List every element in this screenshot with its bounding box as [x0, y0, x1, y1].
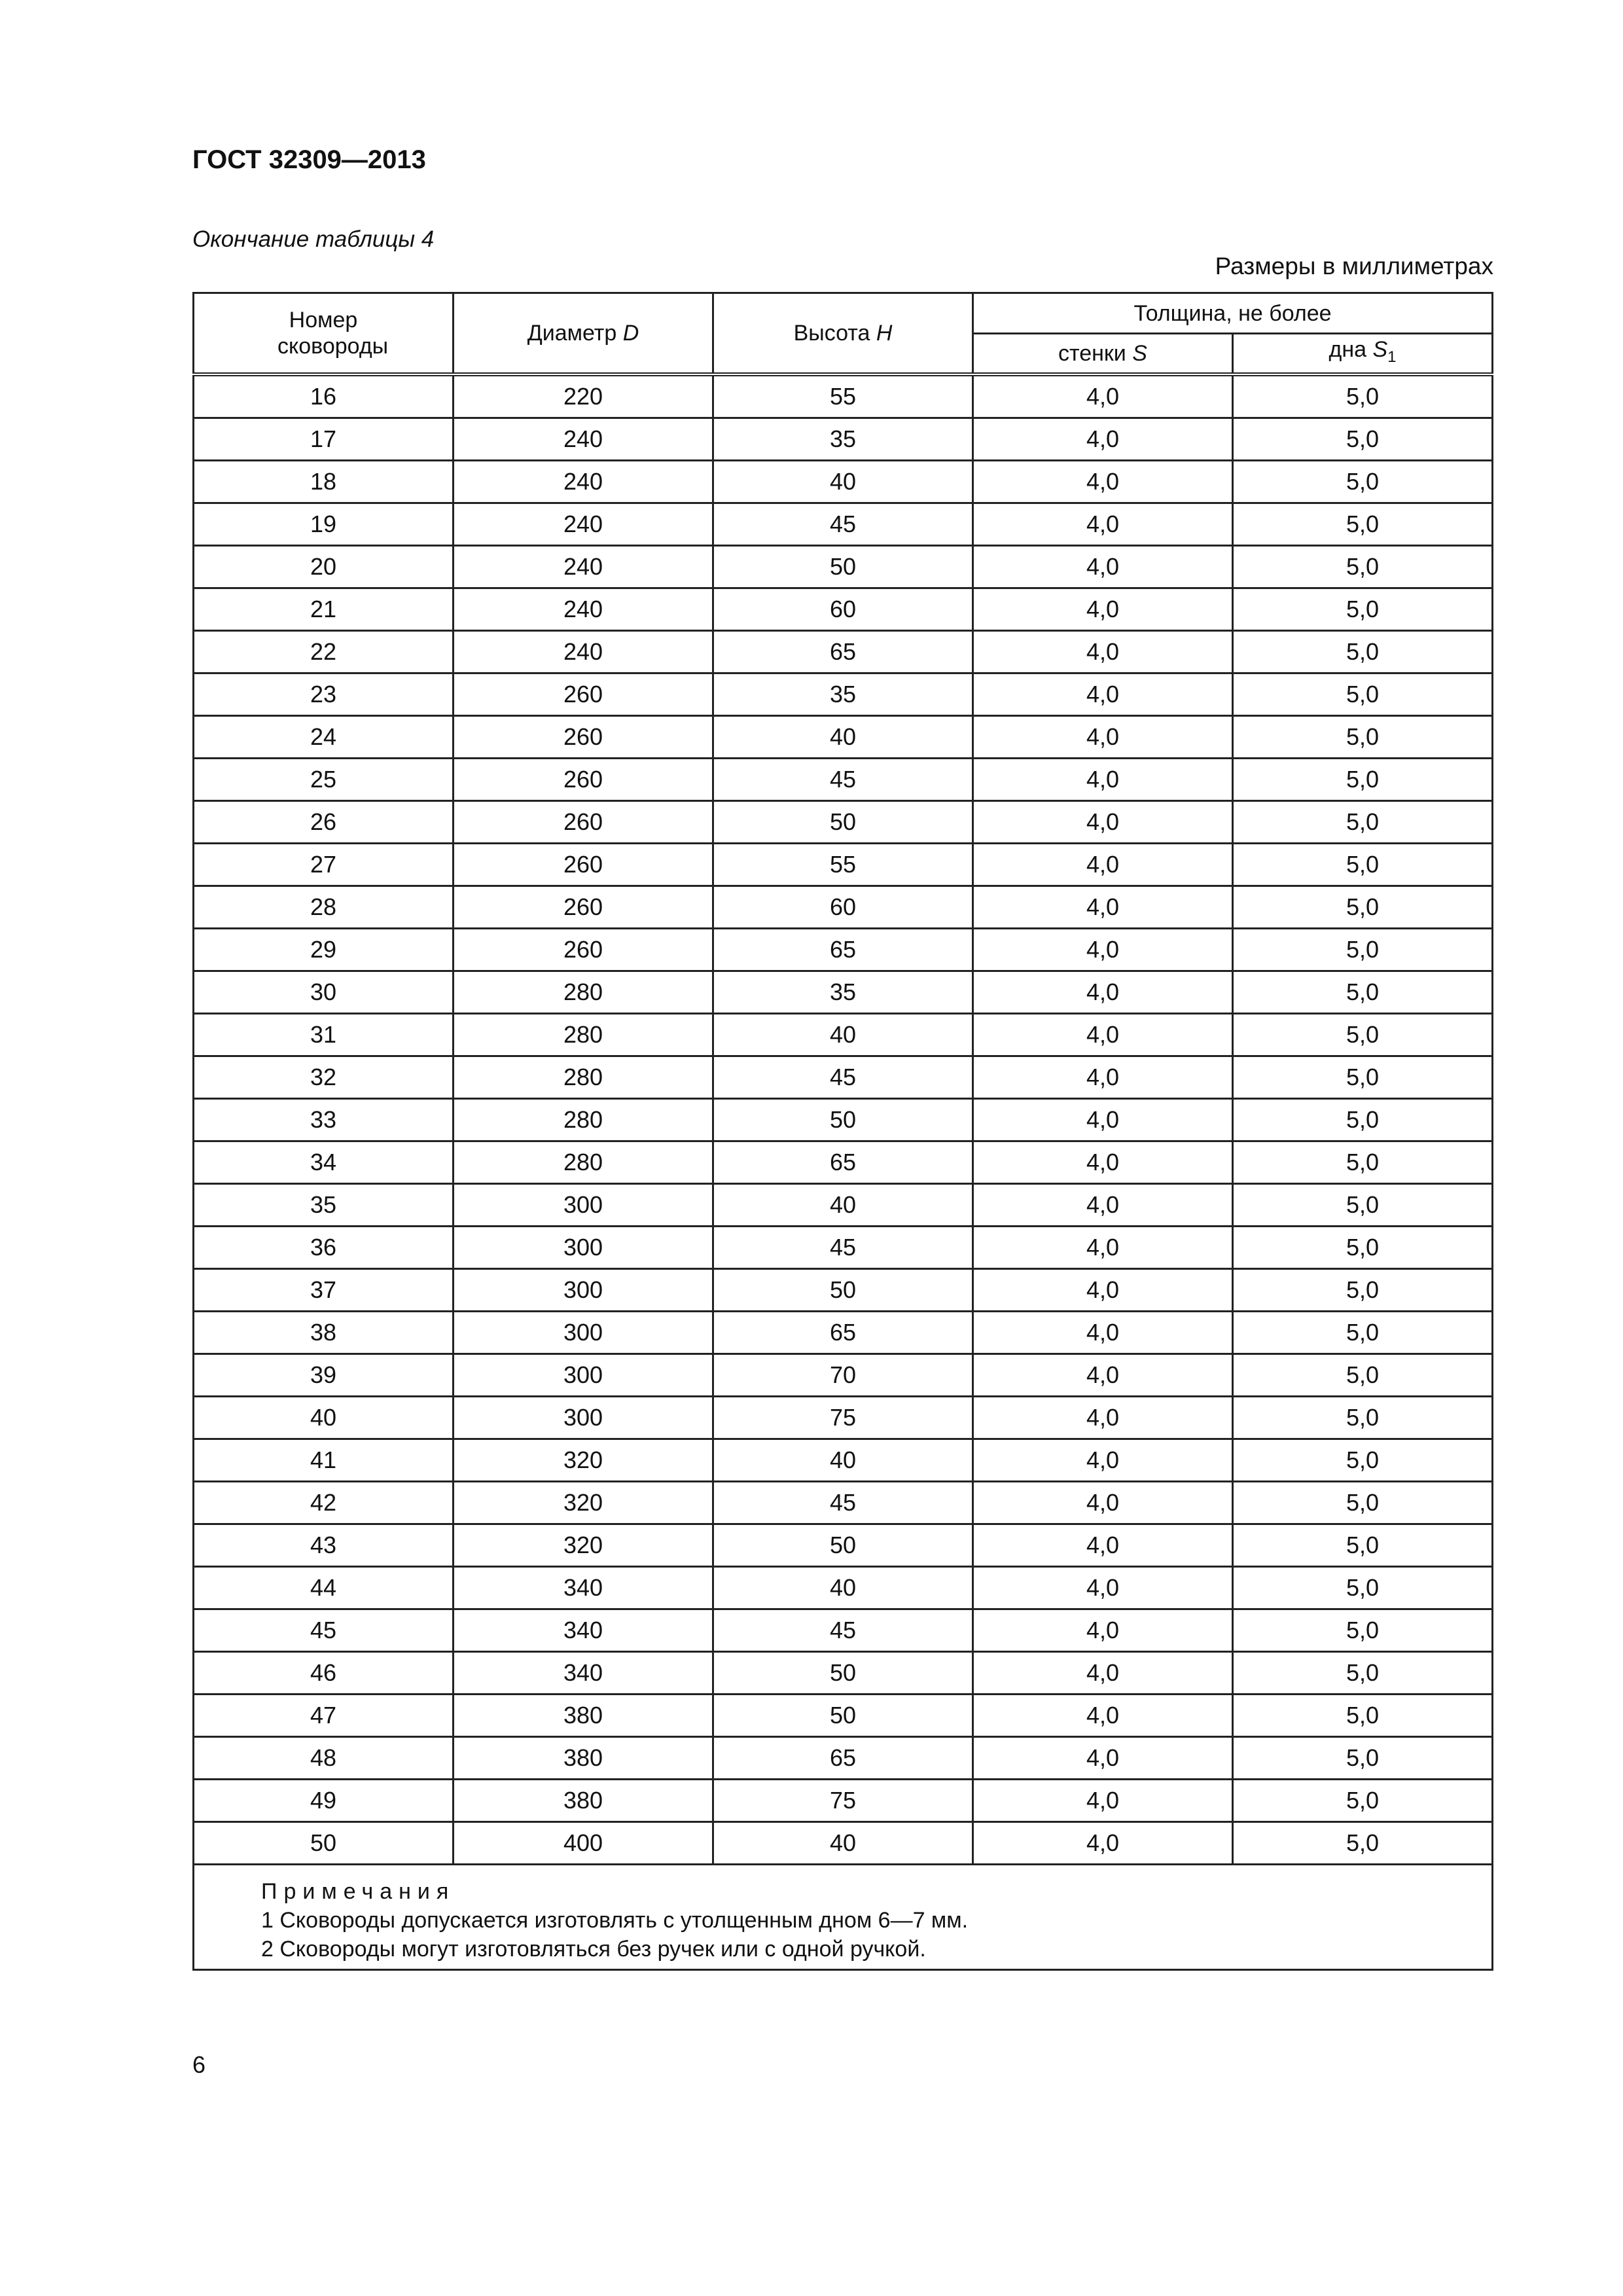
- cell-height: 65: [713, 1736, 973, 1779]
- cell-number: 31: [194, 1013, 454, 1056]
- cell-wall-thickness: 4,0: [973, 1396, 1233, 1439]
- table-row: [194, 1566, 1493, 1609]
- cell-number: 28: [194, 886, 454, 928]
- cell-bottom-thickness: 5,0: [1233, 1141, 1493, 1183]
- cell-diameter: 320: [454, 1524, 713, 1566]
- table-row: [194, 1183, 1493, 1226]
- table-row: [194, 374, 1493, 418]
- header-thickness: Толщина, не более: [973, 293, 1493, 334]
- cell-wall-thickness: 4,0: [973, 1056, 1233, 1098]
- cell-diameter: 300: [454, 1183, 713, 1226]
- cell-bottom-thickness: 5,0: [1233, 1183, 1493, 1226]
- cell-bottom-thickness: 5,0: [1233, 1481, 1493, 1524]
- cell-height: 35: [713, 418, 973, 460]
- cell-number: 23: [194, 673, 454, 715]
- cell-height: 45: [713, 1056, 973, 1098]
- page-number: 6: [192, 2051, 206, 2078]
- cell-wall-thickness: 4,0: [973, 971, 1233, 1013]
- header-height: [713, 293, 973, 374]
- cell-diameter: 380: [454, 1779, 713, 1821]
- cell-diameter: 380: [454, 1694, 713, 1736]
- table-row: [194, 460, 1493, 503]
- table-row: [194, 1481, 1493, 1524]
- table-row: [194, 1651, 1493, 1694]
- dimensions-table: [192, 292, 1493, 1971]
- cell-bottom-thickness: 5,0: [1233, 1779, 1493, 1821]
- table-row: [194, 1524, 1493, 1566]
- cell-bottom-thickness: 5,0: [1233, 1566, 1493, 1609]
- cell-diameter: 340: [454, 1566, 713, 1609]
- cell-number: 19: [194, 503, 454, 545]
- cell-height: 35: [713, 673, 973, 715]
- cell-bottom-thickness: 5,0: [1233, 1013, 1493, 1056]
- note-item: 2 Сковороды могут изготовляться без ручек или с одной ручкой.: [261, 1936, 926, 1962]
- cell-wall-thickness: 4,0: [973, 673, 1233, 715]
- cell-wall-thickness: 4,0: [973, 374, 1233, 418]
- table-row: [194, 1056, 1493, 1098]
- cell-diameter: 300: [454, 1311, 713, 1354]
- cell-bottom-thickness: 5,0: [1233, 758, 1493, 800]
- notes-cell: [194, 1864, 1493, 1969]
- cell-height: 50: [713, 1098, 973, 1141]
- table-row: [194, 1013, 1493, 1056]
- cell-bottom-thickness: 5,0: [1233, 1821, 1493, 1864]
- cell-diameter: 240: [454, 503, 713, 545]
- table-row: [194, 1098, 1493, 1141]
- cell-wall-thickness: 4,0: [973, 1013, 1233, 1056]
- table-row: [194, 1736, 1493, 1779]
- cell-number: 24: [194, 715, 454, 758]
- cell-bottom-thickness: 5,0: [1233, 1268, 1493, 1311]
- cell-diameter: 260: [454, 800, 713, 843]
- cell-bottom-thickness: 5,0: [1233, 418, 1493, 460]
- table-row: [194, 758, 1493, 800]
- cell-wall-thickness: 4,0: [973, 1098, 1233, 1141]
- cell-bottom-thickness: 5,0: [1233, 1311, 1493, 1354]
- cell-wall-thickness: 4,0: [973, 1566, 1233, 1609]
- header-diameter-label: Диаметр: [527, 320, 623, 346]
- cell-height: 50: [713, 1268, 973, 1311]
- cell-number: 29: [194, 928, 454, 971]
- table-row: [194, 800, 1493, 843]
- table-row: [194, 1694, 1493, 1736]
- cell-number: 22: [194, 630, 454, 673]
- cell-wall-thickness: 4,0: [973, 1183, 1233, 1226]
- table-row: [194, 1268, 1493, 1311]
- cell-height: 40: [713, 1013, 973, 1056]
- cell-wall-thickness: 4,0: [973, 460, 1233, 503]
- cell-height: 60: [713, 588, 973, 630]
- cell-bottom-thickness: 5,0: [1233, 800, 1493, 843]
- header-bottom: [1233, 334, 1493, 374]
- cell-height: 50: [713, 1694, 973, 1736]
- cell-number: 42: [194, 1481, 454, 1524]
- cell-height: 45: [713, 1481, 973, 1524]
- header-number: [194, 293, 454, 374]
- cell-height: 50: [713, 1524, 973, 1566]
- table-row: [194, 630, 1493, 673]
- cell-number: 20: [194, 545, 454, 588]
- cell-wall-thickness: 4,0: [973, 630, 1233, 673]
- note-item: 1 Сковороды допускается изготовлять с утолщенным дном 6—7 мм.: [261, 1907, 969, 1933]
- cell-number: 16: [194, 374, 454, 418]
- cell-wall-thickness: 4,0: [973, 758, 1233, 800]
- cell-height: 65: [713, 1141, 973, 1183]
- header-height-label: Высота: [793, 320, 876, 346]
- cell-height: 50: [713, 545, 973, 588]
- cell-height: 40: [713, 1439, 973, 1481]
- cell-wall-thickness: 4,0: [973, 1481, 1233, 1524]
- cell-bottom-thickness: 5,0: [1233, 1439, 1493, 1481]
- cell-bottom-thickness: 5,0: [1233, 1396, 1493, 1439]
- cell-number: 32: [194, 1056, 454, 1098]
- cell-height: 50: [713, 800, 973, 843]
- header-wall-symbol: S: [1132, 340, 1147, 366]
- cell-wall-thickness: 4,0: [973, 1779, 1233, 1821]
- cell-bottom-thickness: 5,0: [1233, 460, 1493, 503]
- cell-diameter: 320: [454, 1481, 713, 1524]
- cell-height: 70: [713, 1354, 973, 1396]
- header-diameter: [454, 293, 713, 374]
- cell-number: 50: [194, 1821, 454, 1864]
- cell-number: 25: [194, 758, 454, 800]
- table-row: [194, 673, 1493, 715]
- cell-wall-thickness: 4,0: [973, 1141, 1233, 1183]
- cell-number: 48: [194, 1736, 454, 1779]
- table-row: [194, 545, 1493, 588]
- cell-height: 65: [713, 928, 973, 971]
- cell-height: 45: [713, 503, 973, 545]
- cell-number: 43: [194, 1524, 454, 1566]
- cell-wall-thickness: 4,0: [973, 1439, 1233, 1481]
- cell-bottom-thickness: 5,0: [1233, 1226, 1493, 1268]
- table-row: [194, 588, 1493, 630]
- cell-wall-thickness: 4,0: [973, 1311, 1233, 1354]
- cell-height: 65: [713, 630, 973, 673]
- table-row: [194, 1226, 1493, 1268]
- cell-number: 37: [194, 1268, 454, 1311]
- cell-diameter: 240: [454, 460, 713, 503]
- table-caption: Окончание таблицы 4: [192, 226, 435, 252]
- cell-height: 40: [713, 1821, 973, 1864]
- cell-wall-thickness: 4,0: [973, 503, 1233, 545]
- table-row: [194, 843, 1493, 886]
- cell-bottom-thickness: 5,0: [1233, 886, 1493, 928]
- cell-number: 41: [194, 1439, 454, 1481]
- cell-diameter: 280: [454, 1141, 713, 1183]
- cell-bottom-thickness: 5,0: [1233, 715, 1493, 758]
- cell-diameter: 280: [454, 1056, 713, 1098]
- cell-diameter: 300: [454, 1396, 713, 1439]
- cell-height: 40: [713, 1183, 973, 1226]
- document-header: ГОСТ 32309—2013: [192, 145, 426, 174]
- cell-number: 35: [194, 1183, 454, 1226]
- cell-number: 45: [194, 1609, 454, 1651]
- header-bottom-subscript: 1: [1387, 348, 1397, 366]
- cell-height: 60: [713, 886, 973, 928]
- cell-wall-thickness: 4,0: [973, 1226, 1233, 1268]
- cell-number: 17: [194, 418, 454, 460]
- cell-wall-thickness: 4,0: [973, 1736, 1233, 1779]
- cell-diameter: 300: [454, 1354, 713, 1396]
- header-height-symbol: H: [876, 320, 893, 346]
- cell-bottom-thickness: 5,0: [1233, 588, 1493, 630]
- cell-height: 65: [713, 1311, 973, 1354]
- cell-bottom-thickness: 5,0: [1233, 1694, 1493, 1736]
- table-row: [194, 1821, 1493, 1864]
- cell-number: 18: [194, 460, 454, 503]
- cell-bottom-thickness: 5,0: [1233, 630, 1493, 673]
- cell-diameter: 260: [454, 928, 713, 971]
- cell-diameter: 380: [454, 1736, 713, 1779]
- cell-diameter: 240: [454, 418, 713, 460]
- cell-diameter: 260: [454, 843, 713, 886]
- table-row: [194, 928, 1493, 971]
- cell-height: 45: [713, 1609, 973, 1651]
- table-row: [194, 715, 1493, 758]
- cell-diameter: 280: [454, 1098, 713, 1141]
- table-row: [194, 1439, 1493, 1481]
- table-row: [194, 971, 1493, 1013]
- header-bottom-symbol: S: [1372, 336, 1388, 362]
- cell-number: 27: [194, 843, 454, 886]
- cell-bottom-thickness: 5,0: [1233, 1098, 1493, 1141]
- table-row: [194, 886, 1493, 928]
- cell-diameter: 280: [454, 1013, 713, 1056]
- cell-wall-thickness: 4,0: [973, 545, 1233, 588]
- cell-number: 49: [194, 1779, 454, 1821]
- cell-bottom-thickness: 5,0: [1233, 1651, 1493, 1694]
- cell-diameter: 340: [454, 1651, 713, 1694]
- cell-wall-thickness: 4,0: [973, 588, 1233, 630]
- cell-height: 45: [713, 1226, 973, 1268]
- cell-bottom-thickness: 5,0: [1233, 673, 1493, 715]
- cell-height: 75: [713, 1779, 973, 1821]
- cell-height: 55: [713, 374, 973, 418]
- cell-number: 34: [194, 1141, 454, 1183]
- cell-wall-thickness: 4,0: [973, 418, 1233, 460]
- cell-height: 45: [713, 758, 973, 800]
- table-row: [194, 1779, 1493, 1821]
- cell-height: 55: [713, 843, 973, 886]
- cell-bottom-thickness: 5,0: [1233, 971, 1493, 1013]
- cell-bottom-thickness: 5,0: [1233, 1056, 1493, 1098]
- cell-diameter: 260: [454, 758, 713, 800]
- table-row: [194, 418, 1493, 460]
- cell-bottom-thickness: 5,0: [1233, 1354, 1493, 1396]
- cell-number: 33: [194, 1098, 454, 1141]
- cell-wall-thickness: 4,0: [973, 1354, 1233, 1396]
- cell-diameter: 220: [454, 374, 713, 418]
- units-note: Размеры в миллиметрах: [1215, 253, 1493, 279]
- cell-diameter: 400: [454, 1821, 713, 1864]
- header-number-label: Номер сковороды: [277, 307, 389, 359]
- table-row: [194, 1354, 1493, 1396]
- cell-wall-thickness: 4,0: [973, 1524, 1233, 1566]
- header-wall-label: стенки: [1058, 340, 1133, 366]
- cell-number: 26: [194, 800, 454, 843]
- cell-diameter: 240: [454, 545, 713, 588]
- cell-height: 40: [713, 1566, 973, 1609]
- cell-height: 35: [713, 971, 973, 1013]
- table-row: [194, 1396, 1493, 1439]
- cell-diameter: 260: [454, 715, 713, 758]
- cell-wall-thickness: 4,0: [973, 800, 1233, 843]
- cell-wall-thickness: 4,0: [973, 843, 1233, 886]
- cell-number: 46: [194, 1651, 454, 1694]
- table-header: [194, 293, 1493, 374]
- cell-number: 36: [194, 1226, 454, 1268]
- cell-number: 47: [194, 1694, 454, 1736]
- cell-bottom-thickness: 5,0: [1233, 843, 1493, 886]
- notes-title: Примечания: [261, 1878, 455, 1904]
- cell-diameter: 240: [454, 630, 713, 673]
- cell-diameter: 260: [454, 886, 713, 928]
- cell-number: 44: [194, 1566, 454, 1609]
- cell-diameter: 280: [454, 971, 713, 1013]
- cell-diameter: 300: [454, 1268, 713, 1311]
- cell-height: 40: [713, 715, 973, 758]
- cell-number: 39: [194, 1354, 454, 1396]
- cell-bottom-thickness: 5,0: [1233, 374, 1493, 418]
- cell-bottom-thickness: 5,0: [1233, 1609, 1493, 1651]
- cell-bottom-thickness: 5,0: [1233, 928, 1493, 971]
- cell-wall-thickness: 4,0: [973, 1651, 1233, 1694]
- table-row: [194, 503, 1493, 545]
- cell-wall-thickness: 4,0: [973, 928, 1233, 971]
- header-bottom-label: дна: [1329, 336, 1373, 362]
- cell-wall-thickness: 4,0: [973, 1821, 1233, 1864]
- cell-wall-thickness: 4,0: [973, 886, 1233, 928]
- cell-height: 75: [713, 1396, 973, 1439]
- table-row: [194, 1311, 1493, 1354]
- cell-bottom-thickness: 5,0: [1233, 1736, 1493, 1779]
- table-row: [194, 1609, 1493, 1651]
- table-row: [194, 1141, 1493, 1183]
- cell-height: 40: [713, 460, 973, 503]
- cell-number: 30: [194, 971, 454, 1013]
- cell-diameter: 300: [454, 1226, 713, 1268]
- cell-number: 40: [194, 1396, 454, 1439]
- cell-bottom-thickness: 5,0: [1233, 545, 1493, 588]
- header-diameter-symbol: D: [622, 320, 639, 346]
- cell-bottom-thickness: 5,0: [1233, 1524, 1493, 1566]
- cell-height: 50: [713, 1651, 973, 1694]
- cell-diameter: 320: [454, 1439, 713, 1481]
- table-body: [194, 374, 1493, 1865]
- cell-number: 21: [194, 588, 454, 630]
- cell-number: 38: [194, 1311, 454, 1354]
- cell-wall-thickness: 4,0: [973, 715, 1233, 758]
- cell-wall-thickness: 4,0: [973, 1694, 1233, 1736]
- cell-diameter: 240: [454, 588, 713, 630]
- cell-wall-thickness: 4,0: [973, 1609, 1233, 1651]
- cell-diameter: 260: [454, 673, 713, 715]
- header-wall: [973, 334, 1233, 374]
- cell-wall-thickness: 4,0: [973, 1268, 1233, 1311]
- cell-diameter: 340: [454, 1609, 713, 1651]
- cell-bottom-thickness: 5,0: [1233, 503, 1493, 545]
